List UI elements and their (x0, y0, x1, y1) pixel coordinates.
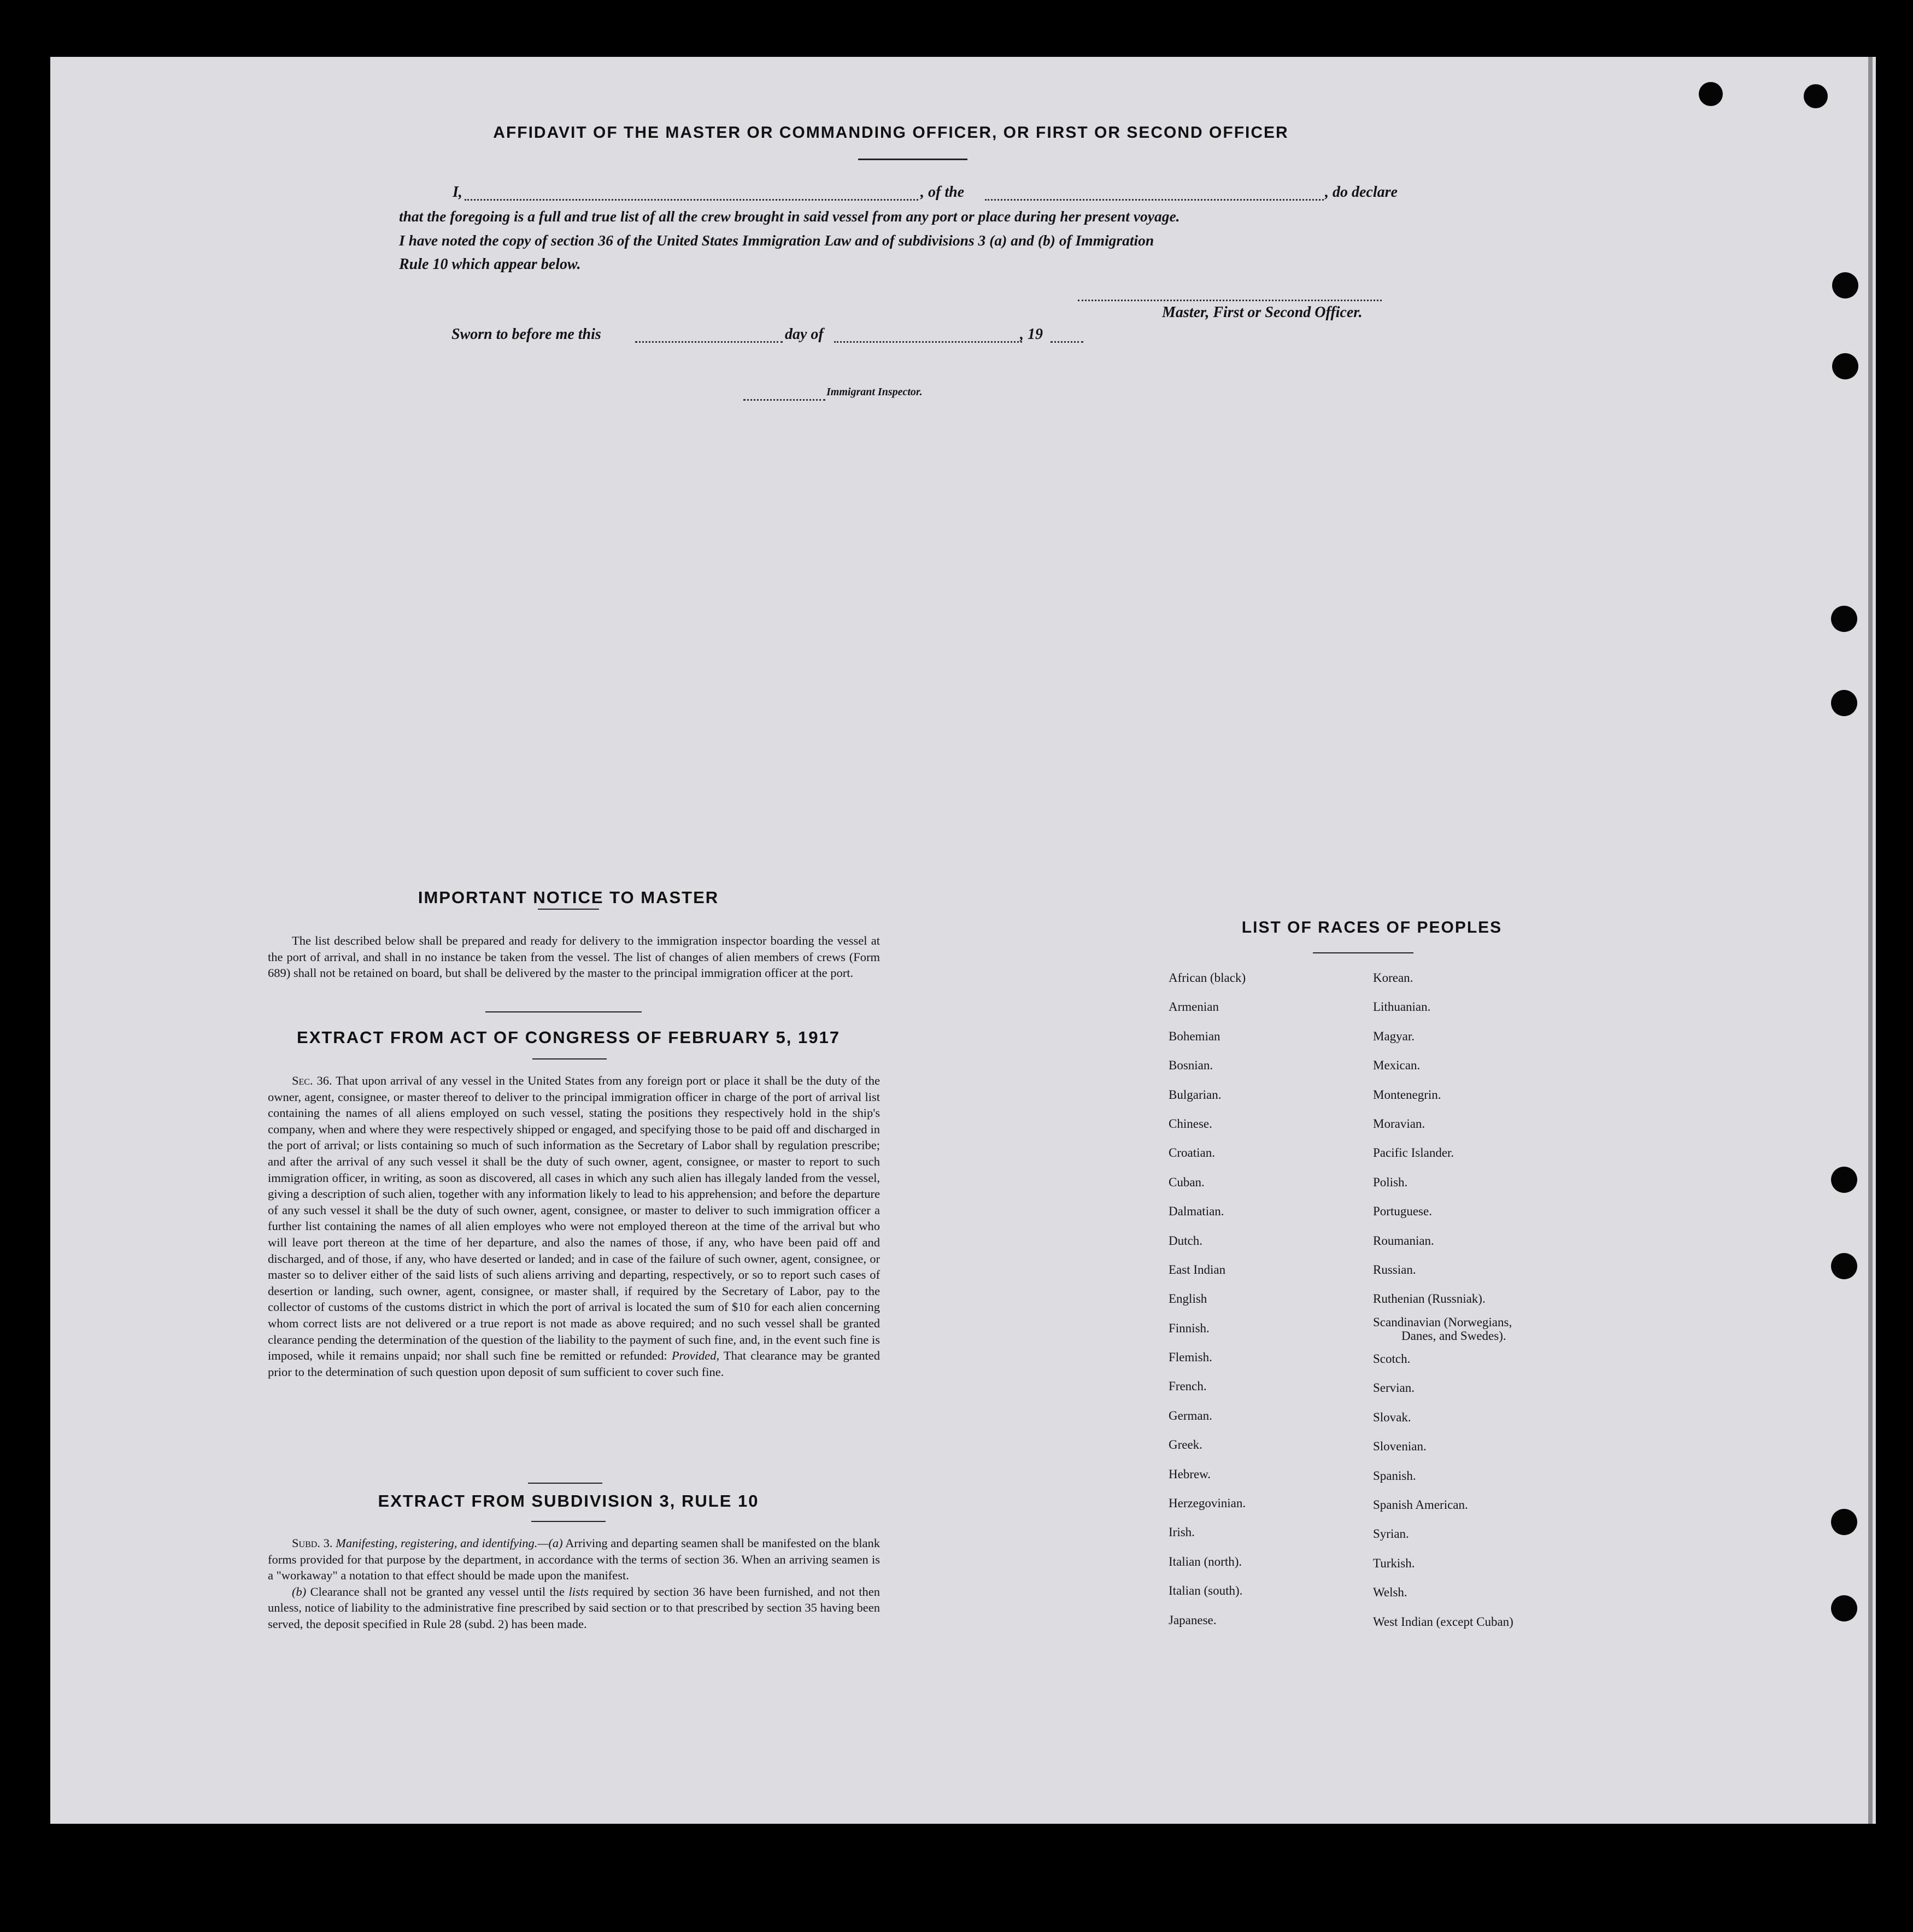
race-item: Cuban. (1169, 1175, 1205, 1189)
punch-hole (1831, 690, 1857, 716)
race-item: German. (1169, 1408, 1212, 1422)
signature-blank[interactable] (1078, 300, 1382, 301)
rule-text (268, 1535, 880, 1632)
affidavit-line2: that the foregoing is a full and true list of all the crew brought in said vessel from any port or place during her present voyage. (399, 208, 1180, 225)
affidavit-line1-end: , do declare (1325, 184, 1398, 201)
race-item: Magyar. (1373, 1029, 1415, 1043)
punch-hole (1699, 82, 1723, 106)
race-item-continued: Danes, and Swedes). (1401, 1328, 1506, 1343)
race-item: Flemish. (1169, 1350, 1212, 1365)
race-item: Welsh. (1373, 1585, 1407, 1600)
sworn-day-blank[interactable] (635, 341, 783, 343)
punch-hole (1804, 84, 1828, 108)
races-title: LIST OF RACES OF PEOPLES (1241, 918, 1503, 936)
race-item: Bosnian. (1169, 1058, 1213, 1073)
race-item: Mexican. (1373, 1058, 1421, 1073)
race-item: Korean. (1373, 971, 1413, 985)
affidavit-line3: I have noted the copy of section 36 of the United States Immigration Law and of subdivisions 3 (a) and (b) of Immigration (399, 232, 1154, 249)
punch-hole (1831, 1509, 1857, 1535)
vessel-blank[interactable] (985, 199, 1324, 201)
race-item: Ruthenian (Russniak). (1373, 1292, 1486, 1306)
race-item: Spanish. (1373, 1468, 1416, 1483)
race-item: Syrian. (1373, 1527, 1409, 1541)
race-item: West Indian (except Cuban) (1373, 1614, 1513, 1629)
affidavit-title: AFFIDAVIT OF THE MASTER OR COMMANDING OFFICER, OR FIRST OR SECOND OFFICER (493, 124, 1289, 142)
race-item: East Indian (1169, 1262, 1226, 1277)
notice-paragraph: The list described below shall be prepared and ready for delivery to the immigration inspector boarding the vessel at the port of arrival, and shall in no instance be taken from the vessel. The list of changes of alien members of crews (Form 689) shall not be retained on board, but shall be delivered by the master to the principal immigration officer at the port. (268, 934, 880, 980)
race-item: Hebrew. (1169, 1467, 1211, 1481)
rule-title-rule (531, 1521, 606, 1522)
race-item: Lithuanian. (1373, 1000, 1431, 1014)
sworn-day-label: day of (785, 326, 824, 343)
sec-label: Sec. 36. (292, 1074, 332, 1087)
provided-text: That clearance may be granted prior to the determination of such question upon deposit of sum sufficient to cover such fine. (268, 1349, 881, 1379)
affidavit-title-rule (858, 159, 967, 160)
race-item: Irish. (1169, 1525, 1195, 1539)
b-lists: lists (568, 1584, 589, 1599)
race-item: Montenegrin. (1373, 1087, 1441, 1102)
race-item: Finnish. (1169, 1321, 1210, 1335)
race-item: African (black) (1169, 971, 1246, 985)
race-item: Croatian. (1169, 1146, 1215, 1160)
act-title-rule (532, 1058, 607, 1059)
race-item: Slovenian. (1373, 1439, 1427, 1454)
notice-divider (485, 1011, 642, 1012)
race-item: Bulgarian. (1169, 1087, 1222, 1102)
sworn-month-blank[interactable] (834, 341, 1022, 343)
inspector-blank[interactable] (743, 399, 825, 401)
sworn-label: Sworn to before me this (451, 326, 601, 343)
races-title-rule (1313, 952, 1413, 953)
sheet-edge-shadow (1868, 57, 1873, 1824)
race-item: Servian. (1373, 1381, 1415, 1395)
race-item: Dutch. (1169, 1233, 1202, 1248)
races-right-column (1373, 963, 1513, 1636)
race-item-scandinavian (1373, 1314, 1513, 1344)
punch-hole (1831, 1595, 1857, 1621)
affidavit-line1-start: I, (453, 184, 462, 201)
punch-hole (1831, 1253, 1857, 1279)
race-item: Turkish. (1373, 1556, 1415, 1570)
a-text: Arriving and departing seamen shall be manifested on the blank forms provided for that purpose by the department, in accordance with the terms of section 36. When an arriving seamen is a "workaway" a notation to that effect should be made upon the manifest. (268, 1536, 881, 1583)
race-item: Italian (south). (1169, 1584, 1243, 1598)
race-item: Herzegovinian. (1169, 1496, 1246, 1511)
notice-title-rule (538, 909, 599, 910)
race-item: Dalmatian. (1169, 1204, 1224, 1219)
rule-a-paragraph (268, 1535, 880, 1584)
race-item: Chinese. (1169, 1116, 1212, 1131)
race-item: Armenian (1169, 1000, 1219, 1014)
name-blank[interactable] (465, 199, 918, 201)
subd-heading: Manifesting, registering, and identifying. (336, 1536, 538, 1550)
act-body: That upon arrival of any vessel in the United States from any foreign port or place it shall be the duty of the owner, agent, consignee, or master thereof to deliver to the principal immigration officer in charge of the port of arrival list containing the names of all aliens employed on such vessel, stating the positions they respectively hold in the ship's company, when and where they were respectively shipped or engaged, and specifying those to be paid off and discharged in the port of arrival; or lists containing so much of such information as the Secretary of Labor shall by regulation prescribe; and after the arrival of any such vessel it shall be the duty of such owner, agent, consignee, or master to report to such immigration officer, in writing, as soon as discovered, all cases in which any such alien has illegaly landed from the vessel, giving a description of such alien, together with any information likely to lead to his apprehension; and before the departure of any such vessel it shall be the duty of such owner, agent, consignee, or master to deliver to such immigration officer a further list containing the names of all alien employes who were not employed thereon at the time of the arrival but who will leave port thereon at the time of her departure, and also the names of those, if any, who have been paid off and discharged, and of those, if any, who have deserted or landed; and in case of the failure of such owner, agent, consignee, or master so to deliver either of the said lists of such aliens arriving and departing, respectively, or so to report such cases of desertion or landing, such owner, agent, consignee, or master shall, if required by the Secretary of Labor, pay to the collector of customs of the customs district in which the port of arrival is located the sum of $10 for each alien concerning whom correct lists are not delivered or a true report is not made as above required; and no such vessel shall be granted clearance pending the determination of the question of the liability to the payment of such fine, and, in the event such fine is imposed, while it remains unpaid; nor shall such fine be remitted or refunded: (268, 1074, 880, 1363)
race-item: Moravian. (1373, 1116, 1425, 1131)
race-item: Portuguese. (1373, 1204, 1432, 1219)
sworn-year-blank[interactable] (1051, 341, 1083, 343)
a-label: —(a) (537, 1536, 563, 1550)
provided-label: Provided, (671, 1349, 720, 1363)
race-item: Polish. (1373, 1175, 1408, 1189)
affidavit-line1-mid: , of the (920, 184, 965, 201)
sworn-year-label: , 19 (1020, 326, 1043, 343)
race-item: Scotch. (1373, 1352, 1411, 1366)
race-item: French. (1169, 1379, 1207, 1394)
punch-hole (1831, 1167, 1857, 1193)
b-text-2: required by section 36 have been furnished, and not then unless, notice of liability to the administrative fine prescribed by said section or to that prescribed by section 35 having been served, the deposit specified in Rule 28 (subd. 2) has been made. (268, 1584, 881, 1631)
act-paragraph (268, 1073, 880, 1380)
punch-hole (1832, 272, 1858, 298)
race-item: Japanese. (1169, 1613, 1217, 1627)
act-divider (528, 1483, 602, 1484)
affidavit-line4: Rule 10 which appear below. (399, 256, 581, 273)
subd-label: Subd. 3. (292, 1536, 333, 1550)
race-item: Roumanian. (1373, 1233, 1434, 1248)
race-item: Italian (north). (1169, 1554, 1242, 1568)
race-item: Spanish American. (1373, 1498, 1468, 1512)
race-item: Russian. (1373, 1262, 1416, 1277)
b-text-1: Clearance shall not be granted any vessel until the (310, 1584, 565, 1599)
punch-hole (1832, 353, 1858, 379)
notice-text (268, 933, 880, 981)
rule-b-paragraph (268, 1584, 880, 1632)
race-item: Bohemian (1169, 1029, 1220, 1043)
race-item: Greek. (1169, 1438, 1202, 1452)
inspector-label: Immigrant Inspector. (826, 386, 923, 398)
b-label: (b) (292, 1584, 307, 1599)
punch-hole (1831, 606, 1857, 632)
act-text (268, 1073, 880, 1380)
race-item: English (1169, 1292, 1207, 1306)
races-left-column (1169, 963, 1246, 1635)
notice-title: IMPORTANT NOTICE TO MASTER (418, 888, 719, 907)
race-item: Pacific Islander. (1373, 1146, 1454, 1160)
signature-label: Master, First or Second Officer. (1162, 304, 1363, 321)
act-title: EXTRACT FROM ACT OF CONGRESS OF FEBRUARY 5, 1917 (297, 1028, 840, 1047)
race-item: Scandinavian (Norwegians, (1373, 1315, 1512, 1329)
rule-title: EXTRACT FROM SUBDIVISION 3, RULE 10 (378, 1491, 759, 1511)
race-item: Slovak. (1373, 1410, 1411, 1424)
